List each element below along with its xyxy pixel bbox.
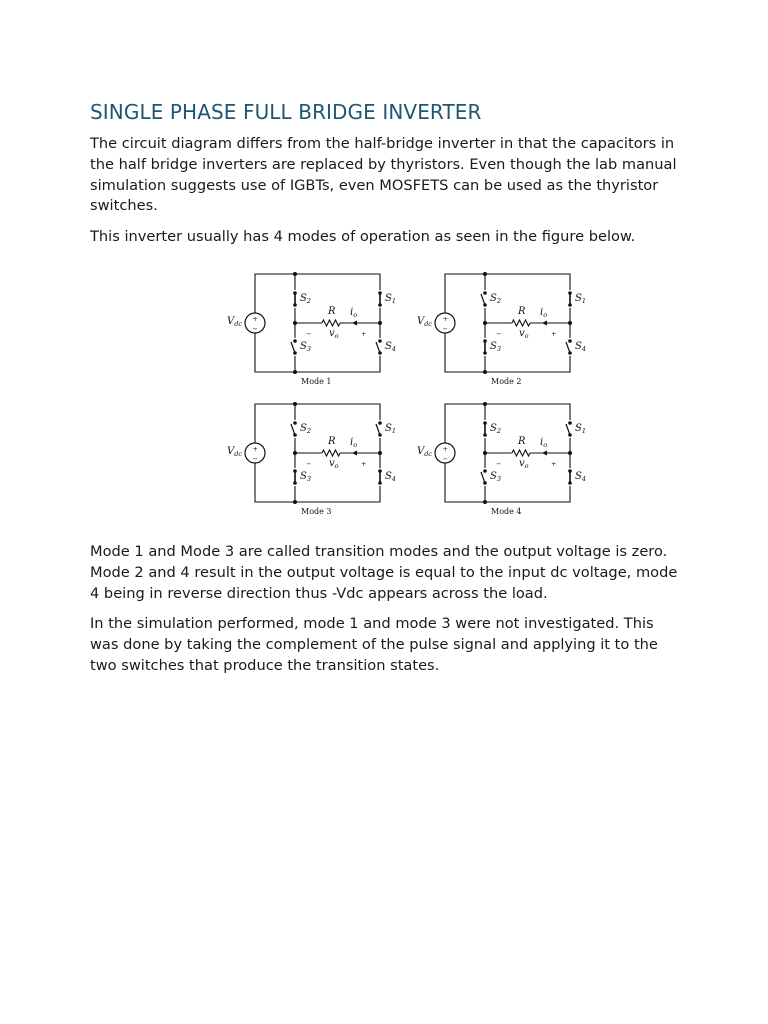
switch-contact	[293, 421, 297, 425]
switch-s1	[567, 290, 586, 308]
load-plus: +	[361, 329, 367, 338]
source-plus: +	[442, 444, 448, 453]
circuit-node	[568, 321, 572, 325]
switch-s4	[377, 468, 396, 486]
switch-s1	[376, 420, 396, 438]
document-page	[90, 100, 680, 687]
vdc-label: $V_{dc}$	[417, 445, 433, 458]
switch-contact	[378, 339, 382, 343]
switch-s4	[376, 338, 396, 356]
resistor	[512, 320, 530, 326]
source-minus: −	[442, 454, 448, 463]
resistor	[512, 450, 530, 456]
circuit-node	[378, 321, 382, 325]
switch-s2	[291, 420, 311, 438]
circuit-node	[483, 321, 487, 325]
switch-contact	[568, 339, 572, 343]
source-minus: −	[252, 454, 258, 463]
paragraph-simulation: In the simulation performed, mode 1 and mode 3 were not investigated. This was done by taking the complement of the pulse signal and applying it to the two switches that produce the transition states.	[90, 615, 658, 674]
current-arrow	[542, 450, 547, 455]
circuit-node	[378, 451, 382, 455]
mode-caption: Mode 2	[491, 376, 522, 386]
source-minus: −	[442, 324, 448, 333]
source-plus: +	[252, 314, 258, 323]
circuit-node	[568, 451, 572, 455]
voltage-label: $v_o$	[519, 327, 529, 340]
circuit-node	[483, 370, 487, 374]
circuit-node	[483, 402, 487, 406]
switch-label: $S_1$	[385, 422, 396, 435]
circuit-node	[293, 500, 297, 504]
circuit-node	[483, 500, 487, 504]
current-arrow	[352, 320, 357, 325]
load-plus: +	[361, 459, 367, 468]
switch-label: $S_4$	[575, 470, 586, 483]
load-minus: −	[496, 459, 502, 468]
circuit-node	[293, 451, 297, 455]
switch-label: $S_4$	[575, 340, 586, 353]
circuit-mode-1	[227, 272, 396, 386]
switch-label: $S_3$	[490, 470, 501, 483]
switch-s3	[481, 468, 501, 486]
load-plus: +	[551, 329, 557, 338]
resistor-label: R	[328, 435, 336, 447]
paragraph-modes-intro: This inverter usually has 4 modes of operation as seen in the figure below.	[90, 228, 636, 246]
switch-label: $S_3$	[490, 340, 501, 353]
vdc-label: $V_{dc}$	[227, 445, 243, 458]
voltage-label: $v_o$	[329, 327, 339, 340]
switch-s2	[292, 290, 311, 308]
vdc-label: $V_{dc}$	[227, 315, 243, 328]
switch-contact	[293, 339, 297, 343]
vdc-label: $V_{dc}$	[417, 315, 433, 328]
resistor-label: R	[518, 305, 526, 317]
source-minus: −	[252, 324, 258, 333]
switch-contact	[568, 421, 572, 425]
voltage-label: $v_o$	[519, 457, 529, 470]
switch-s3	[291, 338, 311, 356]
mode-caption: Mode 4	[491, 506, 522, 516]
switch-label: $S_2$	[300, 292, 311, 305]
circuit-node	[293, 321, 297, 325]
current-label: $i_o$	[350, 306, 358, 319]
load-plus: +	[551, 459, 557, 468]
paragraph-intro: The circuit diagram differs from the half-bridge inverter in that the capacitors in the half bridge inverters are replaced by thyristors. Even though the lab manual simulation suggests use of IGBTs, even MOSFETS can be used as the thyristor switches.	[90, 135, 677, 215]
current-label: $i_o$	[540, 436, 548, 449]
mode-caption: Mode 1	[301, 376, 332, 386]
current-label: $i_o$	[540, 306, 548, 319]
inverter-modes-figure	[190, 262, 690, 524]
resistor	[322, 450, 340, 456]
switch-label: $S_1$	[575, 422, 586, 435]
source-plus: +	[252, 444, 258, 453]
mode-caption: Mode 3	[301, 506, 332, 516]
voltage-label: $v_o$	[329, 457, 339, 470]
switch-s4	[567, 468, 586, 486]
switch-label: $S_3$	[300, 470, 311, 483]
switch-label: $S_2$	[490, 422, 501, 435]
load-minus: −	[306, 329, 312, 338]
switch-label: $S_1$	[575, 292, 586, 305]
switch-s3	[292, 468, 311, 486]
switch-s2	[481, 290, 501, 308]
switch-contact	[483, 291, 487, 295]
switch-s2	[482, 420, 501, 438]
page-title: SINGLE PHASE FULL BRIDGE INVERTER	[90, 100, 482, 124]
circuit-node	[293, 370, 297, 374]
paragraph-transition-modes: Mode 1 and Mode 3 are called transition modes and the output voltage is zero. Mode 2 and 4 result in the output voltage is equal to the input dc voltage, mode 4 being in reverse direction thus -Vdc appears across the load.	[90, 542, 678, 602]
switch-label: $S_2$	[490, 292, 501, 305]
load-minus: −	[306, 459, 312, 468]
resistor	[322, 320, 340, 326]
resistor-label: R	[328, 305, 336, 317]
circuit-node	[293, 402, 297, 406]
circuit-node	[483, 272, 487, 276]
circuit-node	[293, 272, 297, 276]
switch-label: $S_1$	[385, 292, 396, 305]
switch-label: $S_4$	[385, 340, 396, 353]
switch-label: $S_2$	[300, 422, 311, 435]
switch-label: $S_3$	[300, 340, 311, 353]
switch-s3	[482, 338, 501, 356]
current-label: $i_o$	[350, 436, 358, 449]
load-minus: −	[496, 329, 502, 338]
switch-contact	[483, 469, 487, 473]
switch-s1	[377, 290, 396, 308]
circuit-mode-2	[417, 272, 586, 386]
source-plus: +	[442, 314, 448, 323]
switch-label: $S_4$	[385, 470, 396, 483]
circuit-mode-4	[417, 402, 586, 516]
inverter-modes-diagram	[190, 262, 690, 524]
circuit-mode-3	[227, 402, 396, 516]
resistor-label: R	[518, 435, 526, 447]
switch-s1	[566, 420, 586, 438]
switch-s4	[566, 338, 586, 356]
switch-contact	[378, 421, 382, 425]
circuit-node	[483, 451, 487, 455]
current-arrow	[542, 320, 547, 325]
current-arrow	[352, 450, 357, 455]
